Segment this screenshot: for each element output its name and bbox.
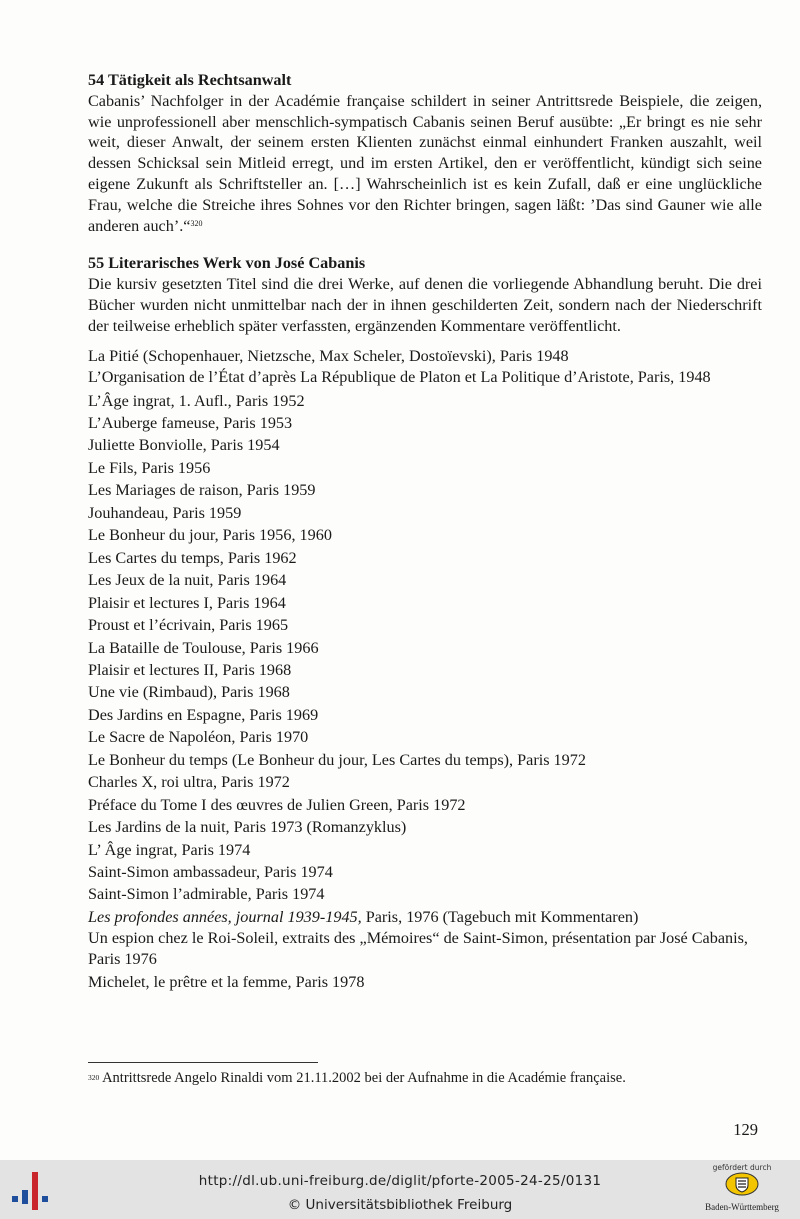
work-item: La Pitié (Schopenhauer, Nietzsche, Max Scheler, Dostoïevski), Paris 1948 [88,346,569,365]
footnote [88,1069,626,1087]
footnote-divider [88,1062,318,1063]
work-item: Jouhandeau, Paris 1959 [88,503,242,522]
work-item: Plaisir et lectures I, Paris 1964 [88,593,286,612]
source-url-link[interactable]: http://dl.ub.uni-freiburg.de/diglit/pforte-2005-24-25/0131 [198,1173,602,1189]
work-item: L’ Âge ingrat, Paris 1974 [88,840,251,859]
work-item: Un espion chez le Roi-Soleil, extraits des „Mémoires“ de Saint-Simon, présentation par José Cabanis, Paris 1976 [88,929,748,968]
work-item: Juliette Bonviolle, Paris 1954 [88,436,280,455]
main-text [88,70,762,994]
work-item: Préface du Tome I des œuvres de Julien Green, Paris 1972 [88,795,466,814]
works-list [88,345,762,994]
section-54-heading: 54 Tätigkeit als Rechtsanwalt [88,71,292,89]
work-item: Michelet, le prêtre et la femme, Paris 1978 [88,973,365,992]
work-item: Saint-Simon l’admirable, Paris 1974 [88,885,325,904]
work-item: Les Jeux de la nuit, Paris 1964 [88,571,287,590]
work-item: Le Sacre de Napoléon, Paris 1970 [88,728,309,747]
work-item-italic [88,906,762,928]
work-item: Charles X, roi ultra, Paris 1972 [88,773,290,792]
work-item: Plaisir et lectures II, Paris 1968 [88,660,292,679]
section-54-text [88,91,762,237]
badge-top-text: gefördert durch [712,1163,772,1172]
work-item: Les Cartes du temps, Paris 1962 [88,548,297,567]
work-item: L’Âge ingrat, 1. Aufl., Paris 1952 [88,391,305,410]
work-item: Des Jardins en Espagne, Paris 1969 [88,705,319,724]
work-item: Proust et l’écrivain, Paris 1965 [88,616,289,635]
funding-badge [692,1163,792,1217]
work-item: La Bataille de Toulouse, Paris 1966 [88,638,319,657]
work-item: Une vie (Rimbaud), Paris 1968 [88,683,290,702]
section-55-heading: 55 Literarisches Werk von José Cabanis [88,254,366,273]
work-item: L’Organisation de l’État d’après La République de Platon et La Politique d’Aristote, Paris, 1948 [88,368,711,387]
footnote-reference[interactable]: 320 [190,218,203,228]
work-item: L’Auberge fameuse, Paris 1953 [88,413,293,432]
section-55-intro: Die kursiv gesetzten Titel sind die drei Werke, auf denen die vorliegende Abhandlung beruht. Die drei Bücher wurden nicht unmittelbar nach der in ihnen geschilderten Zeit, sondern nach der Niederschrift der teilweise erheblich später verfassten, ergänzenden Kommentare veröffentlicht. [88,275,762,335]
badge-bottom-text: Baden-Württemberg [705,1202,779,1212]
italic-title-rest: Paris, 1976 (Tagebuch mit Kommentaren) [361,907,639,926]
footnote-mark: 320 [88,1073,100,1082]
page-number: 129 [733,1120,758,1139]
baden-wuerttemberg-crest-icon [725,1172,759,1196]
section-54-body: Cabanis’ Nachfolger in der Académie française schildert in seiner Antrittsrede Beispiele, die zeigen, wie unprofessionell aber menschlich-sympatisch Cabanis seinen Beruf ausübte: „Er bringt es nie sehr weit, dieser Anwalt, der seinem ersten Klienten zunächst einmal einhundert Franken auszahlt, weil dessen Schicksal sein Mitleid erregt, und im ersten Artikel, den er veröffentlicht, kündigt sich seine eigene Zukunft als Schriftsteller an. […] Wahrscheinlich ist es kein Zufall, daß er eine unglückliche Frau, welche die Streiche ihres Sohnes vor den Richter bringen, sagen läßt: ’Das sind Gauner wie alle anderen auch’.“ [88,91,762,235]
italic-title: Les profondes années, journal 1939-1945, [88,907,362,926]
footnote-text: Antrittsrede Angelo Rinaldi vom 21.11.2002 bei der Aufnahme in die Académie française. [99,1070,626,1086]
work-item: Les Jardins de la nuit, Paris 1973 (Romanzyklus) [88,818,407,837]
work-item: Le Bonheur du temps (Le Bonheur du jour, Les Cartes du temps), Paris 1972 [88,750,586,769]
work-item: Le Bonheur du jour, Paris 1956, 1960 [88,526,332,545]
copyright-text: © Universitätsbibliothek Freiburg [287,1197,513,1213]
work-item: Les Mariages de raison, Paris 1959 [88,481,316,500]
work-item: Le Fils, Paris 1956 [88,458,211,477]
work-item: Saint-Simon ambassadeur, Paris 1974 [88,863,333,882]
